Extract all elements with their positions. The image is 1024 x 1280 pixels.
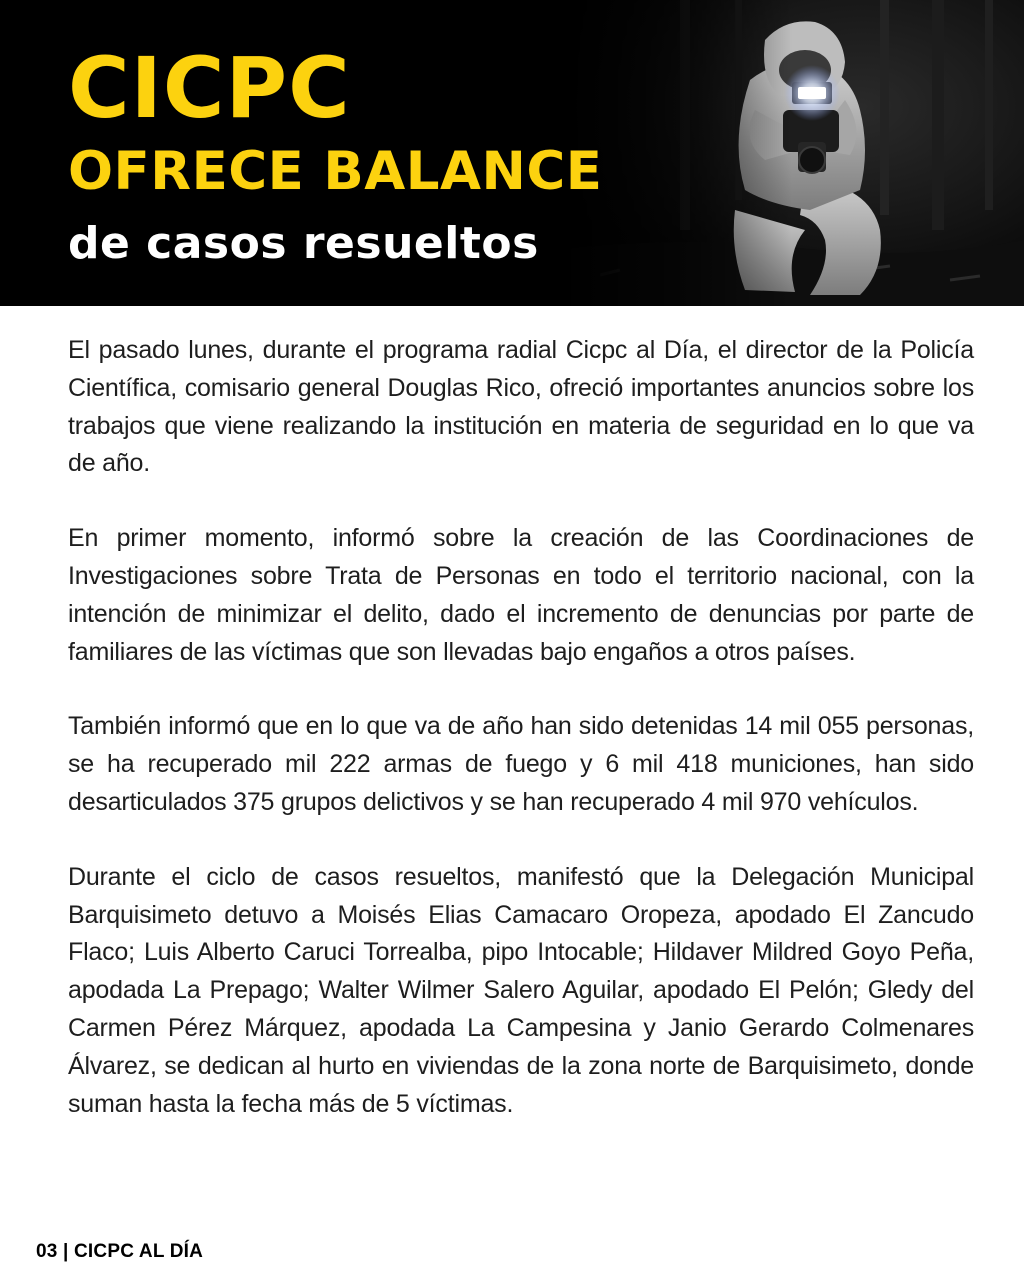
article-paragraph: Durante el ciclo de casos resueltos, manifestó que la Delegación Municipal Barquisimeto detuvo a Moisés Elias Camacaro Oropeza, apodado El Zancudo Flaco; Luis Alberto Caruci Torrealba, pipo Intocable; Hildaver Mildred Goyo Peña, apodada La Prepago; Walter Wilmer Salero Aguilar, apodado El Pelón; Gledy del Carmen Pérez Márquez, apodada La Campesina y Janio Gerardo Colmenares Álvarez, se dedican al hurto en viviendas de la zona norte de Barquisimeto, donde suman hasta la fecha más de 5 víctimas.	[68, 862, 974, 1118]
article-body	[68, 332, 974, 1160]
article-paragraph: También informó que en lo que va de año han sido detenidas 14 mil 055 personas, se ha recuperado mil 222 armas de fuego y 6 mil 418 municiones, han sido desarticulados 375 grupos delictivos y se han recuperado 4 mil 970 vehículos.	[68, 712, 974, 816]
headline-subtitle: OFRECE BALANCE	[68, 141, 603, 202]
headline-title: CICPC	[68, 39, 351, 137]
headline-tagline: de casos resueltos	[68, 218, 539, 269]
header-banner	[0, 0, 1024, 306]
article-paragraph: El pasado lunes, durante el programa radial Cicpc al Día, el director de la Policía Científica, comisario general Douglas Rico, ofreció importantes anuncios sobre los trabajos que viene realizando la institución en materia de seguridad en lo que va de año.	[68, 336, 974, 478]
article-paragraph: En primer momento, informó sobre la creación de las Coordinaciones de Investigaciones sobre Trata de Personas en todo el territorio nacional, con la intención de minimizar el delito, dado el incremento de denuncias por parte de familiares de las víctimas que son llevadas bajo engaños a otros países.	[68, 524, 974, 666]
forensic-photographer-image	[560, 0, 1024, 306]
page-footer-label: 03 | CICPC AL DÍA	[36, 1241, 204, 1262]
